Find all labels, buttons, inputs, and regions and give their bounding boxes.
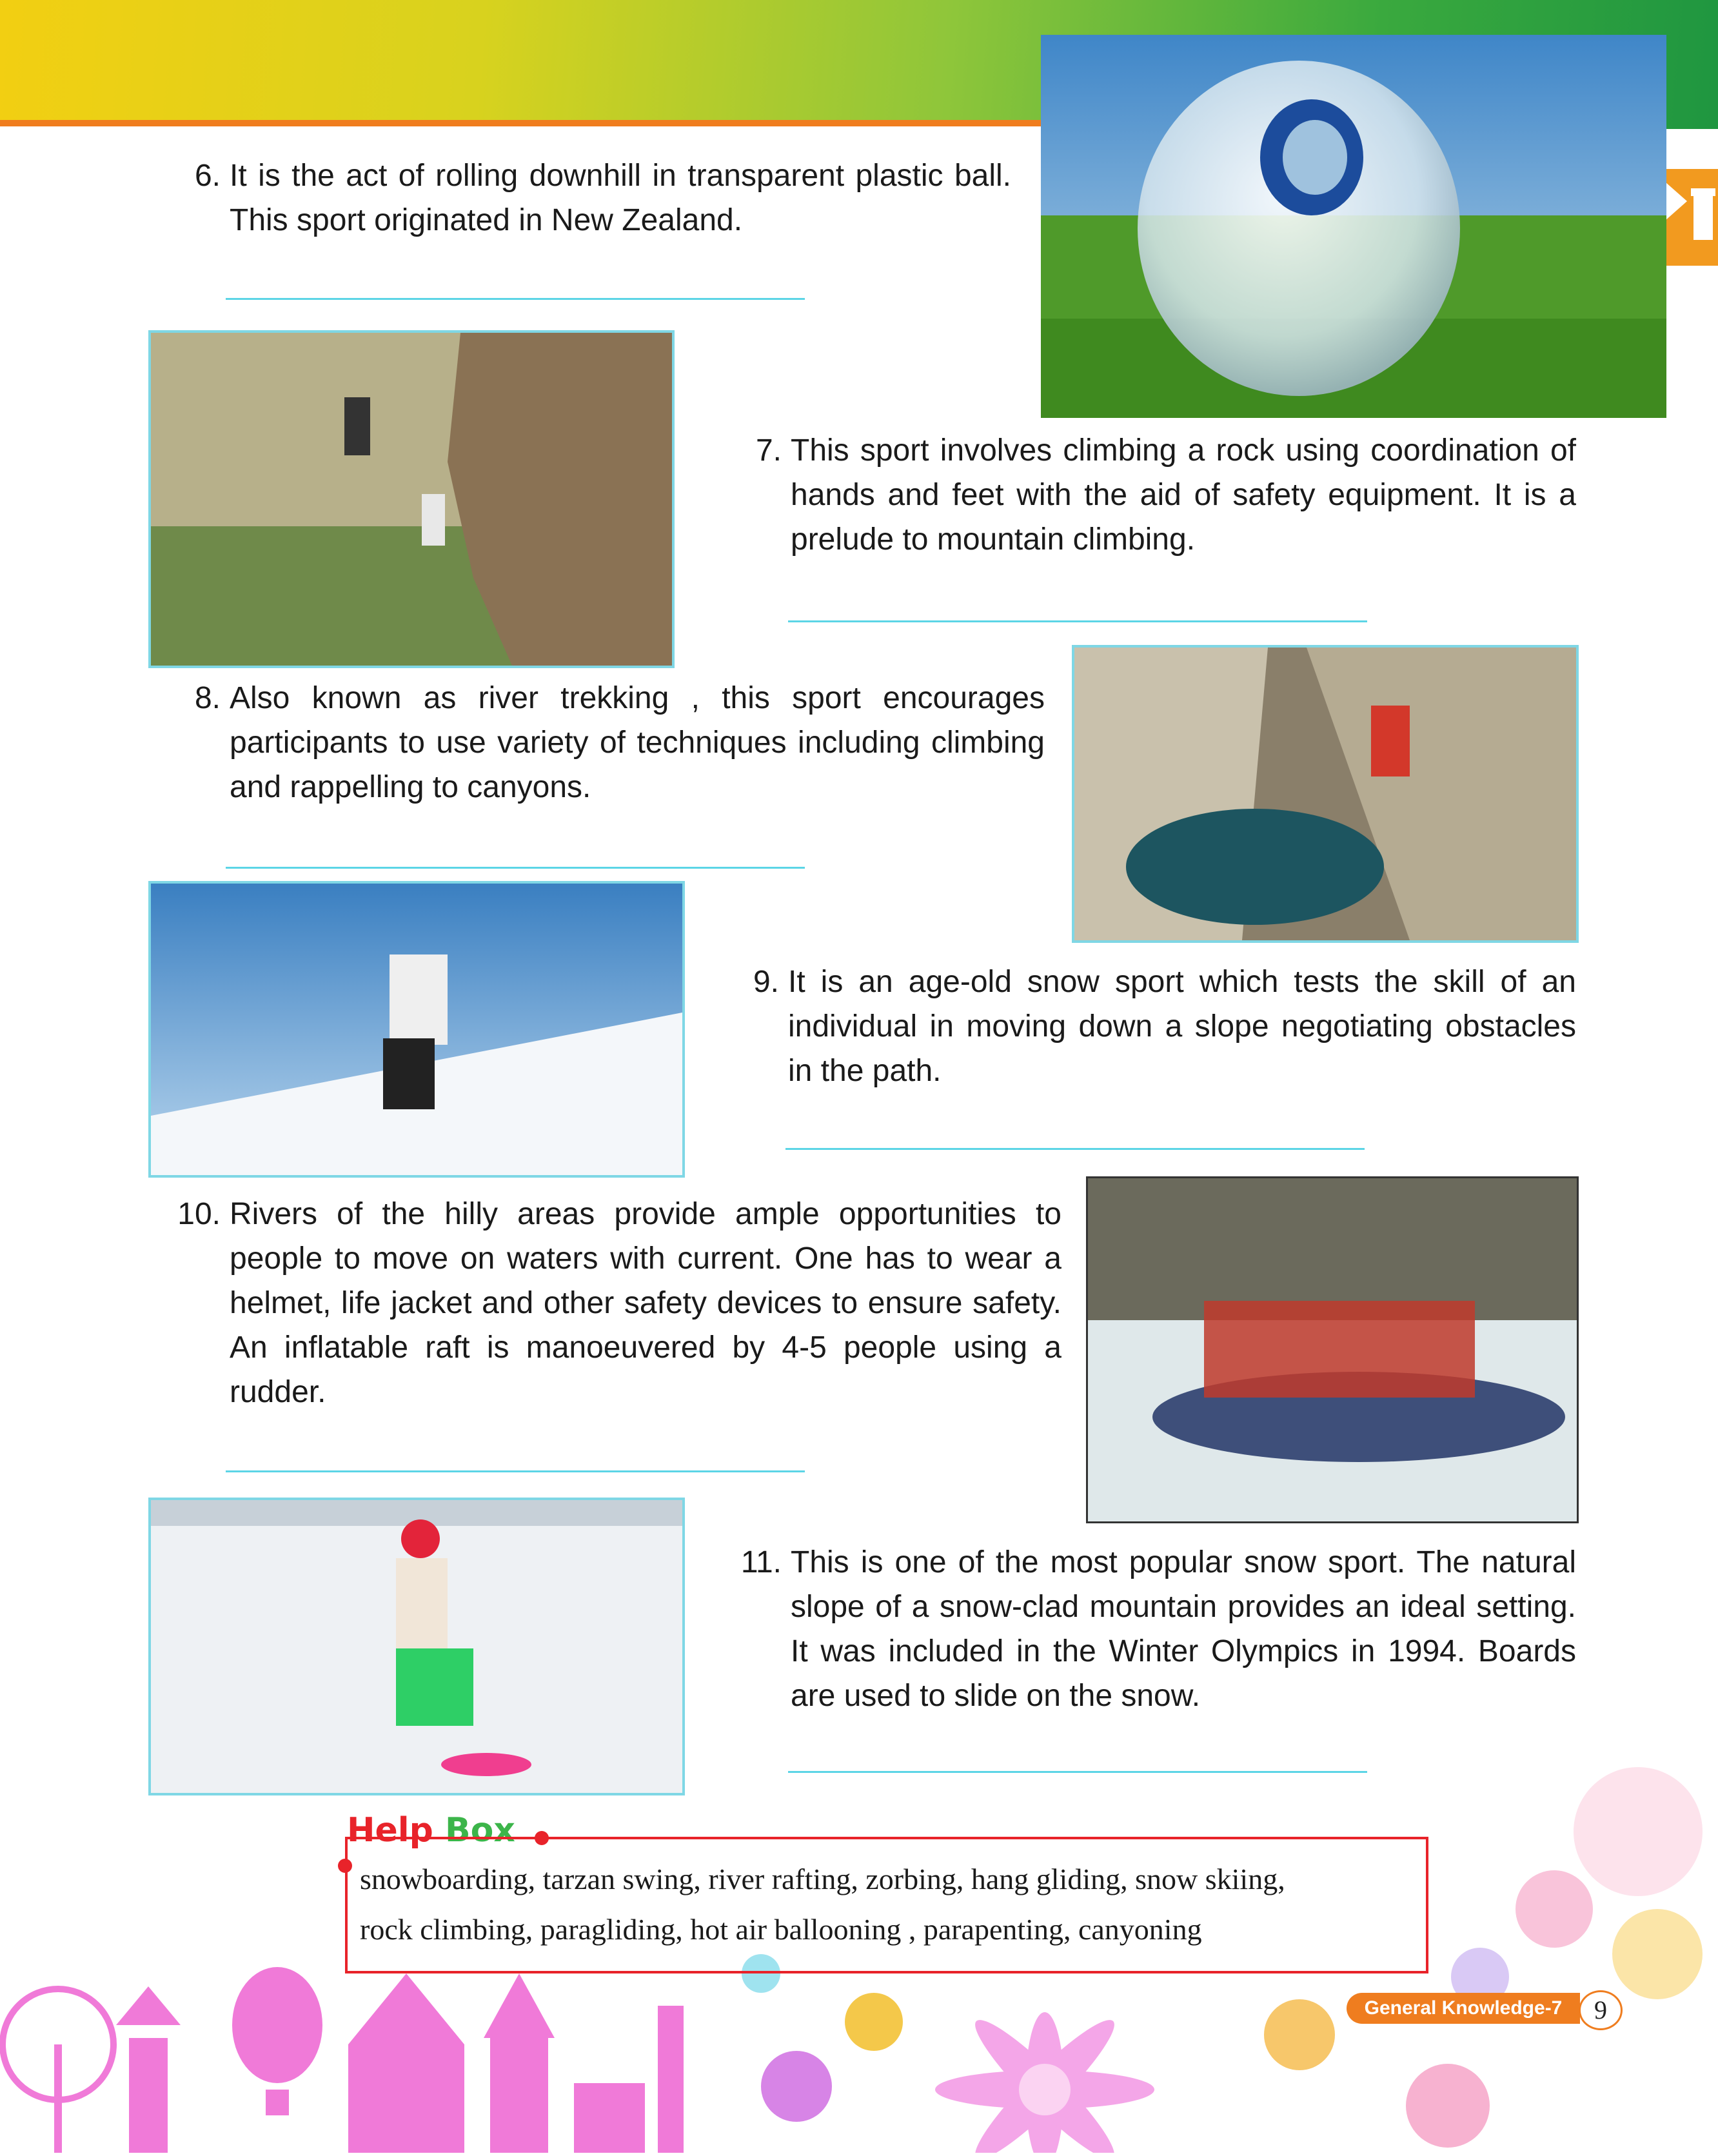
corner-decoration: [1665, 169, 1718, 266]
rock-climbing-photo: [148, 330, 675, 668]
answer-line-6[interactable]: [226, 298, 805, 300]
question-text: Rivers of the hilly areas provide ample opportunities to people to move on waters with current. One has to wear a helmet, life jacket and other safety devices to ensure safety. An inflatable raft is manoeuvered by 4-5 people using a rudder.: [230, 1197, 1061, 1409]
river-rafting-photo: [1086, 1176, 1579, 1523]
help-box-line-1: snowboarding, tarzan swing, river rafting, zorbing, hang gliding, snow skiing,: [360, 1863, 1285, 1895]
question-9: [753, 960, 1576, 1093]
answer-line-10[interactable]: [226, 1470, 805, 1472]
answer-line-11[interactable]: [788, 1771, 1367, 1773]
decorative-bubble: [845, 1993, 903, 2051]
help-word: Help: [347, 1811, 433, 1850]
question-number: 9.: [753, 965, 779, 999]
question-text: Also known as river trekking , this sport encourages participants to use variety of techniques including climbing and rappelling to canyons.: [230, 681, 1045, 804]
help-box-line-2: rock climbing, paragliding, hot air ballooning , parapenting, canyoning: [360, 1913, 1202, 1946]
canyoning-photo: [1072, 645, 1579, 943]
decorative-bubble: [761, 2051, 832, 2122]
skiing-photo: [148, 881, 685, 1178]
question-8: [194, 676, 1045, 809]
decorative-bubble: [1574, 1767, 1703, 1896]
snowboarding-photo: [148, 1498, 685, 1795]
question-number: 8.: [194, 681, 221, 715]
question-6: [194, 153, 1011, 242]
question-text: This is one of the most popular snow sport. The natural slope of a snow-clad mountain provides an ideal setting. It was included in the Winter Olympics in 1994. Boards are used to slide on the snow.: [791, 1545, 1576, 1713]
answer-line-7[interactable]: [788, 620, 1367, 622]
question-number: 7.: [755, 433, 782, 468]
decorative-bubble: [1612, 1909, 1703, 1999]
zorbing-photo: [1041, 35, 1666, 418]
question-number: 10.: [177, 1197, 221, 1231]
question-11: [740, 1540, 1576, 1718]
flower-decoration: [929, 2006, 1161, 2153]
decorative-bubble: [1406, 2064, 1490, 2148]
question-number: 11.: [740, 1545, 782, 1579]
box-word: Box: [444, 1811, 515, 1850]
question-7: [755, 428, 1576, 562]
question-10: [177, 1192, 1061, 1414]
answer-line-9[interactable]: [785, 1148, 1365, 1150]
book-title-tab: General Knowledge-7: [1347, 1993, 1580, 2024]
question-text: It is the act of rolling downhill in transparent plastic ball. This sport originated in New Zealand.: [230, 159, 1011, 237]
decorative-bubble: [1516, 1870, 1593, 1948]
question-text: This sport involves climbing a rock using coordination of hands and feet with the aid of safety equipment. It is a prelude to mountain climbing.: [791, 433, 1576, 557]
header-stripe: [0, 120, 1045, 126]
answer-line-8[interactable]: [226, 867, 805, 869]
page-number: 9: [1579, 1990, 1623, 2030]
landmark-silhouettes: [0, 1948, 709, 2153]
decorative-bubble: [1264, 1999, 1335, 2070]
question-number: 6.: [194, 159, 221, 193]
header-stripe-white: [0, 126, 1045, 129]
help-box-words: [360, 1854, 1424, 1955]
question-text: It is an age-old snow sport which tests the skill of an individual in moving down a slope negotiating obstacles in the path.: [788, 965, 1576, 1088]
